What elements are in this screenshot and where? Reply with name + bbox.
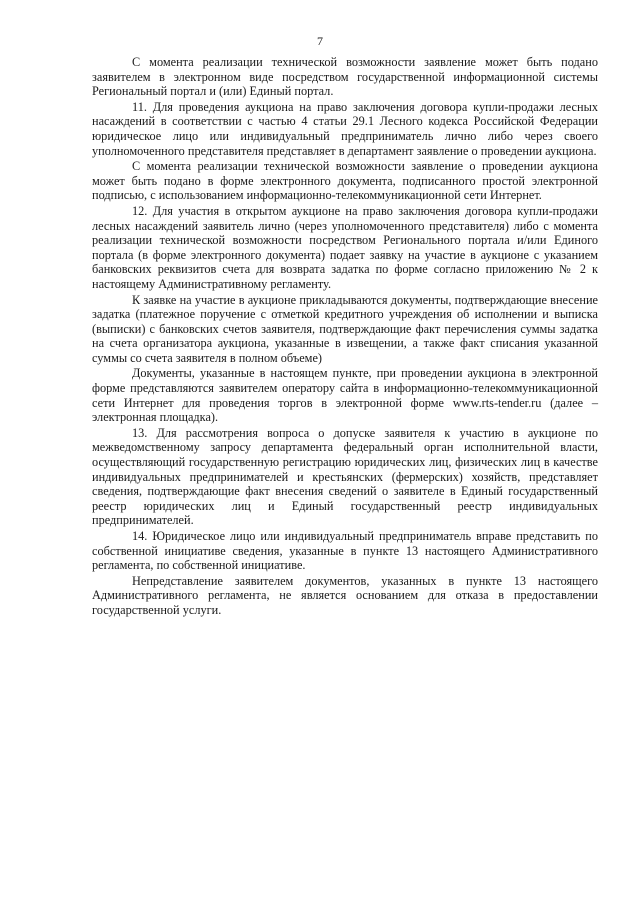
document-body <box>92 55 598 618</box>
paragraph-item-11: 11. Для проведения аукциона на право заключения договора купли-продажи лесных насаждений в соответствии с частью 4 статьи 29.1 Лесного кодекса Российской Федерации юридическое лицо или индивидуальный предприниматель лично либо через своего уполномоченного представителя представляет в департамент заявление о проведении аукциона. <box>92 99 598 158</box>
paragraph-deposit-documents: К заявке на участие в аукционе прикладываются документы, подтверждающие внесение задатка (платежное поручение с отметкой кредитного учреждения об исполнении и выписка (выписки) с банковских счетов заявителя, подтверждающие факт перечисления суммы задатка на счета организатора аукциона, указанные в извещении, а также факт списания указанной суммы со счета заявителя в полном объеме) <box>92 292 598 365</box>
paragraph-electronic-platform: Документы, указанные в настоящем пункте, при проведении аукциона в электронной форме представляются заявителем оператору сайта в информационно-телекоммуникационной сети Интернет для проведения торгов в электронной форме www.rts-tender.ru (далее – электронная площадка). <box>92 366 598 425</box>
paragraph-electronic-auction-request: С момента реализации технической возможности заявление о проведении аукциона может быть подано в форме электронного документа, подписанного простой электронной подписью, с использованием информационно-телекоммуникационной сети Интернет. <box>92 159 598 203</box>
paragraph-item-13: 13. Для рассмотрения вопроса о допуске заявителя к участию в аукционе по межведомственному запросу департамента федеральный орган исполнительной власти, осуществляющий государственную регистрацию юридических лиц, физических лиц в качестве индивидуальных предпринимателей и крестьянских (фермерских) хозяйств, представляет сведения, подтверждающие факт внесения сведений о заявителе в Единый государственный реестр юридических лиц и Единый государственный реестр индивидуальных предпринимателей. <box>92 425 598 528</box>
paragraph-item-14: 14. Юридическое лицо или индивидуальный предприниматель вправе представить по собственной инициативе сведения, указанные в пункте 13 настоящего Административного регламента, по собственной инициативе. <box>92 529 598 573</box>
paragraph-non-submission: Непредставление заявителем документов, указанных в пункте 13 настоящего Административного регламента, не является основанием для отказа в предоставлении государственной услуги. <box>92 573 598 617</box>
paragraph-electronic-application: С момента реализации технической возможности заявление может быть подано заявителем в электронном виде посредством государственной информационной системы Региональный портал и (или) Единый портал. <box>92 55 598 99</box>
paragraph-item-12: 12. Для участия в открытом аукционе на право заключения договора купли-продажи лесных насаждений заявитель лично (через уполномоченного представителя) либо с момента реализации технической возможности посредством Регионального портала и/или Единого портала (в форме электронного документа) подает заявку на участие в аукционе с указанием банковских реквизитов счета для возврата задатка по форме согласно приложению № 2 к настоящему Административному регламенту. <box>92 203 598 291</box>
page-number: 7 <box>317 34 323 48</box>
